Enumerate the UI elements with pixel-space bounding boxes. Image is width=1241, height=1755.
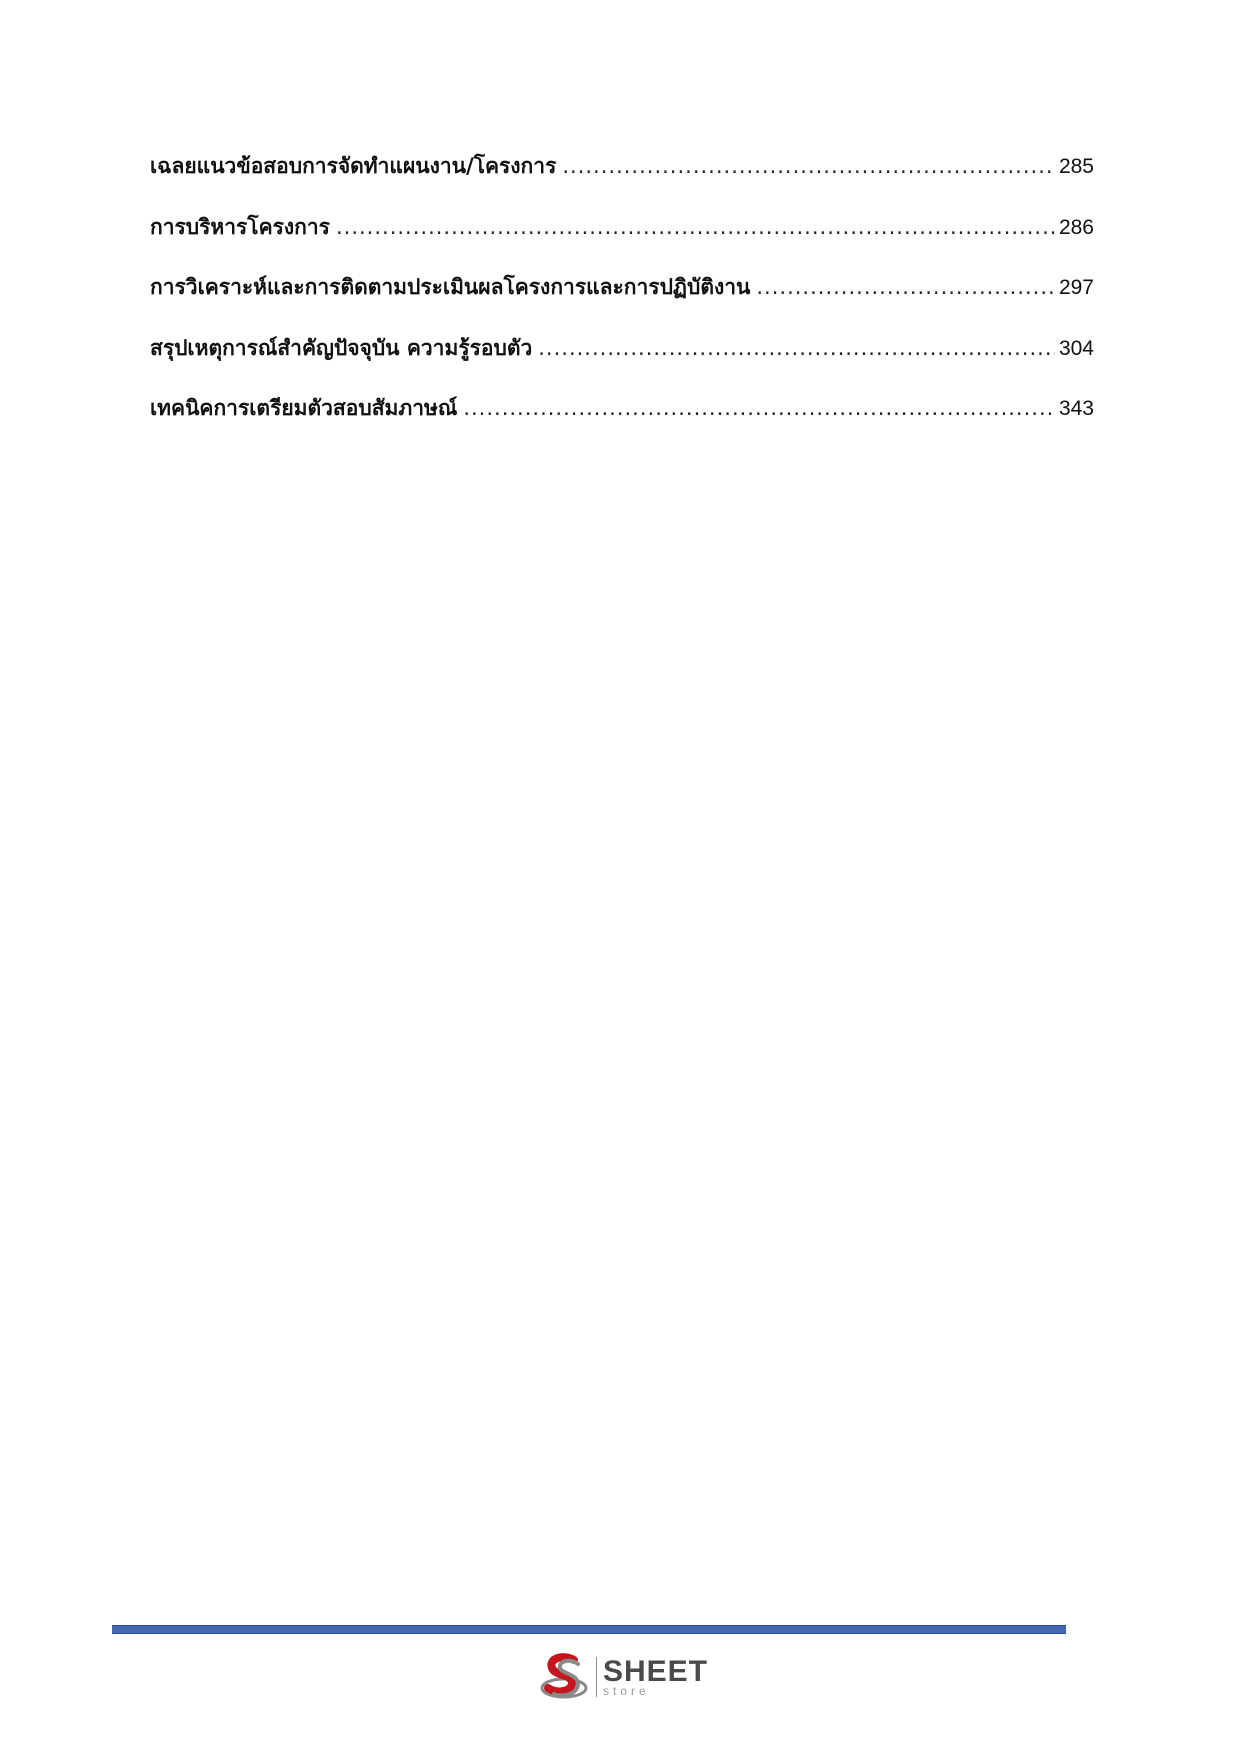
sheet-store-logo-icon xyxy=(538,1652,590,1702)
toc-dot-leader xyxy=(336,215,1055,239)
table-of-contents xyxy=(150,150,1094,453)
logo-sub-text: store xyxy=(602,1684,650,1698)
toc-entry[interactable] xyxy=(150,332,1094,393)
toc-dot-leader xyxy=(562,154,1055,178)
toc-entry[interactable] xyxy=(150,150,1094,211)
toc-entry-title: การวิเคราะห์และการติดตามประเมินผลโครงการและการปฏิบัติงาน xyxy=(150,275,751,299)
toc-entry-title: การบริหารโครงการ xyxy=(150,214,330,239)
toc-entry-page: 343 xyxy=(1058,397,1094,420)
footer-divider-rule xyxy=(112,1625,1066,1634)
logo-divider xyxy=(596,1657,597,1697)
toc-dot-leader xyxy=(538,336,1055,360)
toc-entry[interactable] xyxy=(150,271,1094,332)
toc-entry[interactable] xyxy=(150,211,1094,272)
toc-entry-page: 304 xyxy=(1058,336,1094,360)
toc-dot-leader xyxy=(463,396,1055,420)
toc-entry-page: 286 xyxy=(1058,215,1094,239)
toc-entry-title: เทคนิคการเตรียมตัวสอบสัมภาษณ์ xyxy=(150,396,458,420)
sheet-store-logo xyxy=(538,1652,708,1702)
toc-entry[interactable] xyxy=(150,392,1094,453)
toc-entry-title: เฉลยแนวข้อสอบการจัดทำแผนงาน/โครงการ xyxy=(150,154,557,178)
toc-entry-page: 297 xyxy=(1058,276,1094,299)
toc-entry-page: 285 xyxy=(1058,155,1094,178)
logo-main-text: SHEET xyxy=(602,1655,708,1688)
logo-text xyxy=(603,1657,708,1697)
toc-dot-leader xyxy=(756,275,1055,299)
toc-entry-title: สรุปเหตุการณ์สำคัญปัจจุบัน ความรู้รอบตัว xyxy=(150,335,533,360)
